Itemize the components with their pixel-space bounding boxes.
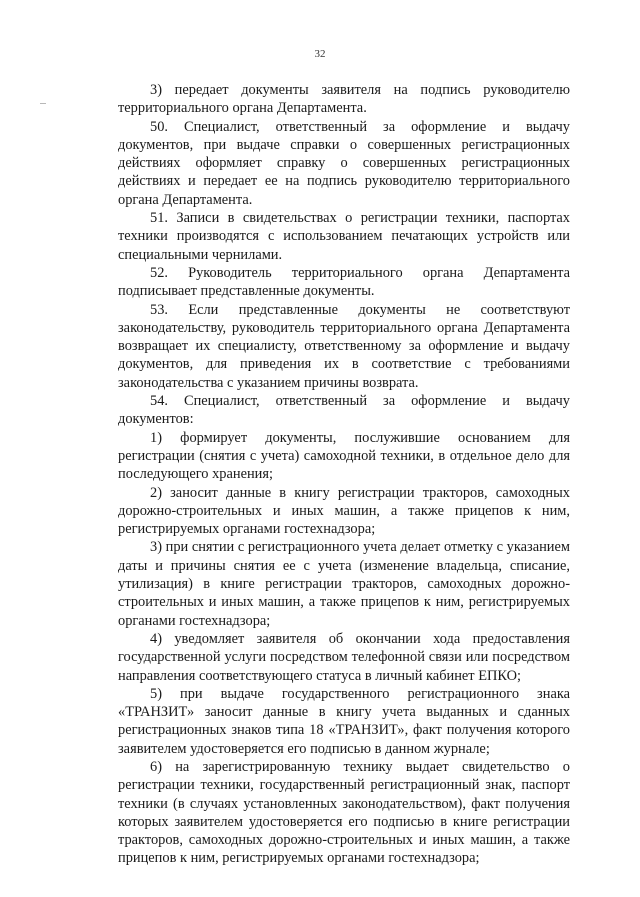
document-body	[118, 81, 570, 868]
paragraph-54-item-6: 6) на зарегистрированную технику выдает свидетельство о регистрации техники, государственный регистрационный знак, паспорт техники (в случаях установленных законодательством), факт получения которых заявителем удостоверяется его подписью в книге регистрации тракторов, самоходных дорожно-строительных и иных машин, а также прицепов к ним, регистрируемых органами гостехнадзора;	[118, 758, 570, 867]
page-number: 32	[314, 48, 326, 60]
paragraph-50: 50. Специалист, ответственный за оформление и выдачу документов, при выдаче справки о совершенных регистрационных действиях оформляет справку о совершенных регистрационных действиях и передает ее на подпись руководителю территориального органа Департамента.	[118, 118, 570, 208]
paragraph-52: 52. Руководитель территориального органа Департамента подписывает представленные документы.	[118, 264, 570, 300]
margin-mark	[40, 103, 46, 104]
paragraph-54-item-5: 5) при выдаче государственного регистрационного знака «ТРАНЗИТ» заносит данные в книгу учета выданных и сданных регистрационных знаков типа 18 «ТРАНЗИТ», факт получения которого заявителем удостоверяется его подписью в данном журнале;	[118, 685, 570, 757]
paragraph-54-item-3: 3) при снятии с регистрационного учета делает отметку с указанием даты и причины снятия ее с учета (изменение владельца, списание, утилизация) в книге регистрации тракторов, самоходных дорожно-строительных и иных машин, а также прицепов к ним, регистрируемых органами гостехнадзора;	[118, 539, 570, 629]
paragraph-54: 54. Специалист, ответственный за оформление и выдачу документов:	[118, 393, 570, 428]
paragraph-53: 53. Если представленные документы не соответствуют законодательству, руководитель территориального органа Департамента возвращает их специалисту, ответственному за оформление и выдачу документов, для приведения их в соответствие с требованиями законодательства с указанием причины возврата.	[118, 301, 570, 391]
paragraph-51: 51. Записи в свидетельствах о регистрации техники, паспортах техники производятся с использованием печатающих устройств или специальными чернилами.	[118, 210, 570, 263]
paragraph-54-item-1: 1) формирует документы, послужившие основанием для регистрации (снятия с учета) самоходной техники, в отдельное дело для последующего хранения;	[118, 429, 570, 483]
paragraph-54-item-4: 4) уведомляет заявителя об окончании хода предоставления государственной услуги посредством телефонной связи или посредством направления соответствующего статуса в личный кабинет ЕПКО;	[118, 630, 570, 684]
paragraph-item-3-sign: 3) передает документы заявителя на подпись руководителю территориального органа Департамента.	[118, 82, 570, 117]
paragraph-54-item-2: 2) заносит данные в книгу регистрации тракторов, самоходных дорожно-строительных и иных машин, а также прицепов к ним, регистрируемых органами гостехнадзора;	[118, 484, 570, 538]
